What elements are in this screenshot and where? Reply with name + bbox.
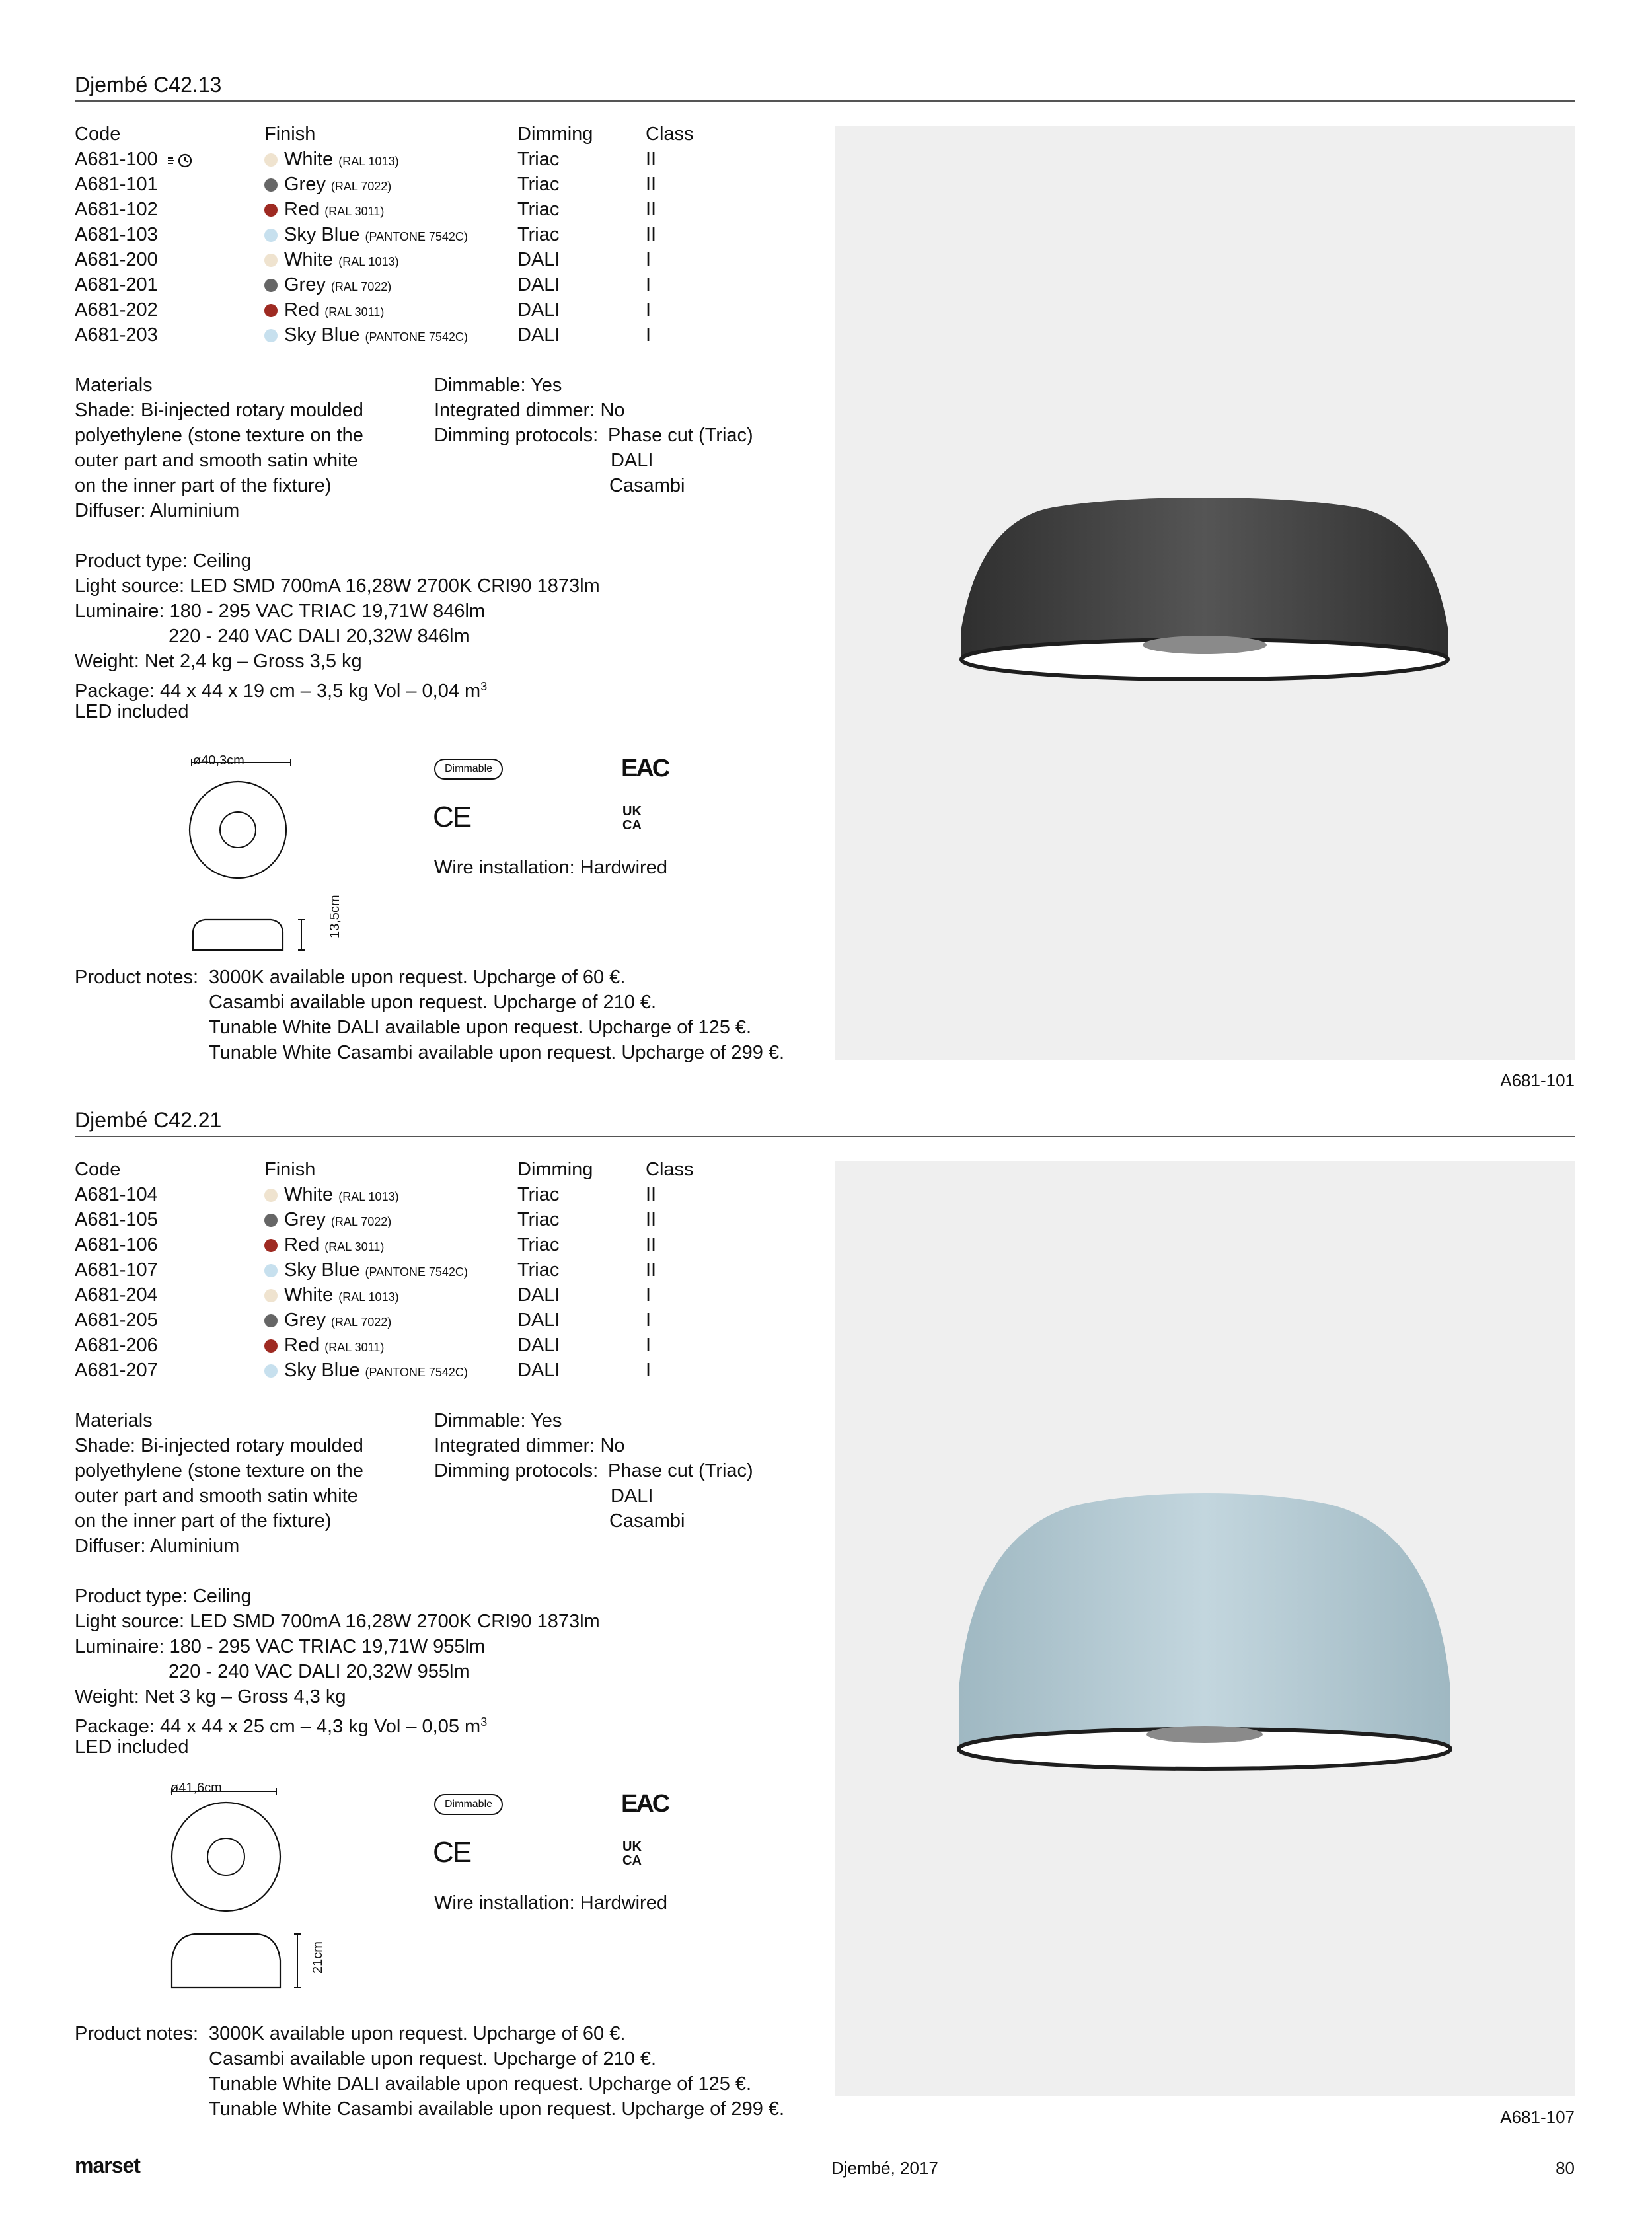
package-line: Package: 44 x 44 x 19 cm – 3,5 kg Vol – 0,04 $m^3$ (75, 680, 488, 702)
materials-line: Diffuser: Aluminium (75, 1536, 240, 1557)
row-dimming: Triac (517, 1259, 560, 1281)
row-class: II (646, 149, 657, 170)
row-class: II (646, 199, 657, 220)
row-finish (264, 1182, 399, 1209)
row-class: I (646, 1335, 652, 1356)
finish-swatch (264, 1264, 278, 1277)
header-code: Code (75, 124, 121, 145)
led-included: LED included (75, 701, 189, 722)
finish-ral: (PANTONE 7542C) (365, 330, 468, 344)
row-dimming: Triac (517, 224, 560, 245)
section-title: Djembé C42.21 (75, 1108, 222, 1132)
protocol-item: Casambi (609, 1510, 685, 1532)
row-dimming: Triac (517, 174, 560, 195)
finish-swatch (264, 229, 278, 242)
finish-name: Red (284, 1335, 320, 1356)
height-label: 21cm (311, 1941, 325, 1974)
lamp-outline-drawing (185, 759, 311, 977)
finish-swatch (264, 178, 278, 192)
row-finish (264, 1257, 468, 1284)
ukca-mark-icon: UK CA (622, 804, 642, 833)
eac-mark-icon: EAC (621, 1790, 669, 1818)
materials-line: polyethylene (stone texture on the (75, 425, 363, 446)
product-section-c42-21 (0, 1107, 1652, 2127)
finish-name: Sky Blue (284, 224, 360, 245)
spec-line: Light source: LED SMD 700mA 16,28W 2700K CRI90 1873lm (75, 1611, 600, 1632)
finish-swatch (264, 1289, 278, 1302)
materials-line: on the inner part of the fixture) (75, 1510, 332, 1532)
product-photo (835, 1161, 1575, 2096)
ceiling-lamp-illustration (835, 1161, 1575, 2096)
finish-name: Sky Blue (284, 1360, 360, 1381)
finish-swatch (264, 1364, 278, 1378)
finish-name: White (284, 1284, 334, 1306)
row-code: A681-200 (75, 249, 158, 270)
row-class: II (646, 1209, 657, 1230)
row-class: II (646, 1234, 657, 1255)
photo-caption: A681-101 (1500, 1070, 1575, 1090)
header-code: Code (75, 1159, 121, 1180)
finish-swatch (264, 329, 278, 342)
availability-clock-icon (167, 149, 194, 174)
row-dimming: DALI (517, 324, 560, 346)
header-class: Class (646, 1159, 694, 1180)
row-dimming: Triac (517, 1184, 560, 1205)
spec-line: Weight: Net 2,4 kg – Gross 3,5 kg (75, 651, 362, 672)
spec-line: 220 - 240 VAC DALI 20,32W 955lm (169, 1661, 470, 1682)
ceiling-lamp-illustration (835, 126, 1575, 1060)
diameter-label: ø40,3cm (193, 753, 244, 768)
row-dimming: DALI (517, 1284, 560, 1306)
spec-line: Light source: LED SMD 700mA 16,28W 2700K CRI90 1873lm (75, 576, 600, 597)
section-divider (75, 100, 1575, 102)
row-code: A681-201 (75, 274, 158, 295)
row-finish (264, 147, 399, 174)
row-code: A681-100 (75, 149, 158, 170)
finish-ral: (RAL 1013) (338, 155, 399, 168)
row-class: II (646, 1184, 657, 1205)
row-class: I (646, 274, 652, 295)
note-line: Tunable White Casambi available upon request. Upcharge of 299 €. (209, 2099, 785, 2120)
finish-ral: (RAL 1013) (338, 1190, 399, 1203)
spec-line: Luminaire: 180 - 295 VAC TRIAC 19,71W 955lm (75, 1636, 486, 1657)
finish-ral: (RAL 1013) (338, 255, 399, 268)
row-dimming: Triac (517, 199, 560, 220)
wire-installation: Wire installation: Hardwired (434, 857, 667, 878)
finish-swatch (264, 1189, 278, 1202)
row-dimming: Triac (517, 1209, 560, 1230)
materials-heading: Materials (75, 1410, 153, 1431)
row-dimming: Triac (517, 1234, 560, 1255)
finish-name: Grey (284, 274, 326, 295)
row-dimming: Triac (517, 149, 560, 170)
note-line: Casambi available upon request. Upcharge of 210 €. (209, 2048, 657, 2069)
row-finish (264, 1333, 384, 1360)
header-dimming: Dimming (517, 124, 593, 145)
finish-ral: (RAL 7022) (330, 280, 392, 293)
dimmable-badge: Dimmable (434, 759, 503, 780)
section-title: Djembé C42.13 (75, 73, 222, 96)
notes-label: Product notes: (75, 2023, 198, 2044)
spec-line: Product type: Ceiling (75, 550, 252, 572)
protocol-item: DALI (611, 1485, 654, 1506)
ce-mark-icon: CE (433, 801, 471, 833)
finish-swatch (264, 204, 278, 217)
note-line: Tunable White DALI available upon request. Upcharge of 125 €. (209, 1017, 752, 1038)
row-finish (264, 322, 468, 350)
note-line: Tunable White Casambi available upon request. Upcharge of 299 €. (209, 1042, 785, 1063)
row-dimming: DALI (517, 274, 560, 295)
section-divider (75, 1136, 1575, 1137)
row-class: I (646, 249, 652, 270)
header-class: Class (646, 124, 694, 145)
row-code: A681-206 (75, 1335, 158, 1356)
finish-swatch (264, 1214, 278, 1227)
row-code: A681-104 (75, 1184, 158, 1205)
finish-swatch (264, 304, 278, 317)
materials-line: outer part and smooth satin white (75, 1485, 358, 1506)
row-finish (264, 247, 399, 274)
materials-line: outer part and smooth satin white (75, 450, 358, 471)
finish-name: White (284, 1184, 334, 1205)
height-label: 13,5cm (328, 895, 342, 938)
dimmable-text: Dimmable: Yes (434, 1410, 562, 1431)
row-code: A681-105 (75, 1209, 158, 1230)
protocol-item: DALI (611, 450, 654, 471)
header-dimming: Dimming (517, 1159, 593, 1180)
header-finish: Finish (264, 1159, 316, 1180)
row-class: II (646, 224, 657, 245)
row-finish (264, 197, 384, 224)
note-line: Tunable White DALI available upon request. Upcharge of 125 €. (209, 2073, 752, 2095)
finish-name: Red (284, 299, 320, 320)
finish-ral: (RAL 1013) (338, 1290, 399, 1304)
integrated-dimmer-text: Integrated dimmer: No (434, 400, 625, 421)
row-dimming: DALI (517, 249, 560, 270)
finish-swatch (264, 254, 278, 267)
finish-ral: (PANTONE 7542C) (365, 1366, 468, 1379)
row-dimming: DALI (517, 1335, 560, 1356)
materials-line: Shade: Bi-injected rotary moulded (75, 400, 363, 421)
row-class: II (646, 174, 657, 195)
wire-installation: Wire installation: Hardwired (434, 1892, 667, 1914)
row-code: A681-202 (75, 299, 158, 320)
footer-center: Djembé, 2017 (831, 2158, 938, 2178)
page-number: 80 (1556, 2158, 1575, 2178)
ce-mark-icon: CE (433, 1836, 471, 1869)
finish-ral: (RAL 3011) (324, 205, 385, 218)
row-code: A681-106 (75, 1234, 158, 1255)
package-line: Package: 44 x 44 x 25 cm – 4,3 kg Vol – 0,05 $m^3$ (75, 1715, 488, 1737)
row-class: I (646, 324, 652, 346)
diameter-label: ø41,6cm (170, 1781, 222, 1795)
finish-name: Grey (284, 1310, 326, 1331)
row-class: I (646, 1310, 652, 1331)
dimming-protocols-label: Dimming protocols: (434, 1460, 599, 1481)
spec-line: Product type: Ceiling (75, 1586, 252, 1607)
row-class: I (646, 299, 652, 320)
finish-ral: (RAL 7022) (330, 1316, 392, 1329)
finish-name: White (284, 249, 334, 270)
row-finish (264, 1358, 468, 1385)
dimmable-badge: Dimmable (434, 1794, 503, 1815)
spec-line: 220 - 240 VAC DALI 20,32W 846lm (169, 626, 470, 647)
led-included: LED included (75, 1736, 189, 1758)
finish-ral: (RAL 7022) (330, 180, 392, 193)
product-photo (835, 126, 1575, 1060)
finish-name: White (284, 149, 334, 170)
eac-mark-icon: EAC (621, 755, 669, 782)
finish-swatch (264, 279, 278, 292)
finish-name: Red (284, 1234, 320, 1255)
finish-swatch (264, 1239, 278, 1252)
row-code: A681-107 (75, 1259, 158, 1281)
finish-ral: (RAL 3011) (324, 1341, 385, 1354)
finish-swatch (264, 1314, 278, 1327)
dimmable-text: Dimmable: Yes (434, 375, 562, 396)
row-finish (264, 272, 391, 299)
finish-name: Sky Blue (284, 1259, 360, 1281)
finish-ral: (RAL 3011) (324, 305, 385, 318)
product-section-c42-13 (0, 71, 1652, 1089)
lamp-outline-drawing (165, 1787, 311, 1999)
finish-ral: (RAL 7022) (330, 1215, 392, 1228)
finish-swatch (264, 153, 278, 167)
note-line: 3000K available upon request. Upcharge of 60 €. (209, 2023, 626, 2044)
materials-heading: Materials (75, 375, 153, 396)
protocol-item: Phase cut (Triac) (608, 1460, 753, 1481)
protocol-item: Casambi (609, 475, 685, 496)
row-code: A681-205 (75, 1310, 158, 1331)
finish-ral: (RAL 3011) (324, 1240, 385, 1253)
integrated-dimmer-text: Integrated dimmer: No (434, 1435, 625, 1456)
row-finish (264, 297, 384, 324)
row-finish (264, 1308, 391, 1335)
finish-name: Sky Blue (284, 324, 360, 346)
finish-name: Red (284, 199, 320, 220)
row-code: A681-101 (75, 174, 158, 195)
row-code: A681-203 (75, 324, 158, 346)
protocol-item: Phase cut (Triac) (608, 425, 753, 446)
finish-ral: (PANTONE 7542C) (365, 1265, 468, 1279)
row-dimming: DALI (517, 299, 560, 320)
row-code: A681-207 (75, 1360, 158, 1381)
row-finish (264, 1282, 399, 1310)
finish-ral: (PANTONE 7542C) (365, 230, 468, 243)
dimming-protocols-label: Dimming protocols: (434, 425, 599, 446)
materials-line: on the inner part of the fixture) (75, 475, 332, 496)
header-finish: Finish (264, 124, 316, 145)
materials-line: Diffuser: Aluminium (75, 500, 240, 521)
materials-line: polyethylene (stone texture on the (75, 1460, 363, 1481)
row-finish (264, 222, 468, 249)
lamp-shade (961, 498, 1448, 659)
row-dimming: DALI (517, 1360, 560, 1381)
ukca-mark-icon: UK CA (622, 1840, 642, 1868)
row-class: I (646, 1360, 652, 1381)
row-code: A681-102 (75, 199, 158, 220)
row-finish (264, 1207, 391, 1234)
spec-line: Weight: Net 3 kg – Gross 4,3 kg (75, 1686, 346, 1707)
finish-name: Grey (284, 174, 326, 195)
spec-line: Luminaire: 180 - 295 VAC TRIAC 19,71W 846lm (75, 601, 486, 622)
notes-label: Product notes: (75, 967, 198, 988)
row-class: II (646, 1259, 657, 1281)
photo-caption: A681-107 (1500, 2107, 1575, 2127)
row-code: A681-103 (75, 224, 158, 245)
row-finish (264, 172, 391, 199)
row-dimming: DALI (517, 1310, 560, 1331)
brand-logo: marset (75, 2153, 140, 2177)
lamp-shade (959, 1493, 1450, 1749)
row-class: I (646, 1284, 652, 1306)
row-code: A681-204 (75, 1284, 158, 1306)
note-line: Casambi available upon request. Upcharge of 210 €. (209, 992, 657, 1013)
materials-line: Shade: Bi-injected rotary moulded (75, 1435, 363, 1456)
note-line: 3000K available upon request. Upcharge of 60 €. (209, 967, 626, 988)
finish-swatch (264, 1339, 278, 1353)
row-finish (264, 1232, 384, 1259)
finish-name: Grey (284, 1209, 326, 1230)
